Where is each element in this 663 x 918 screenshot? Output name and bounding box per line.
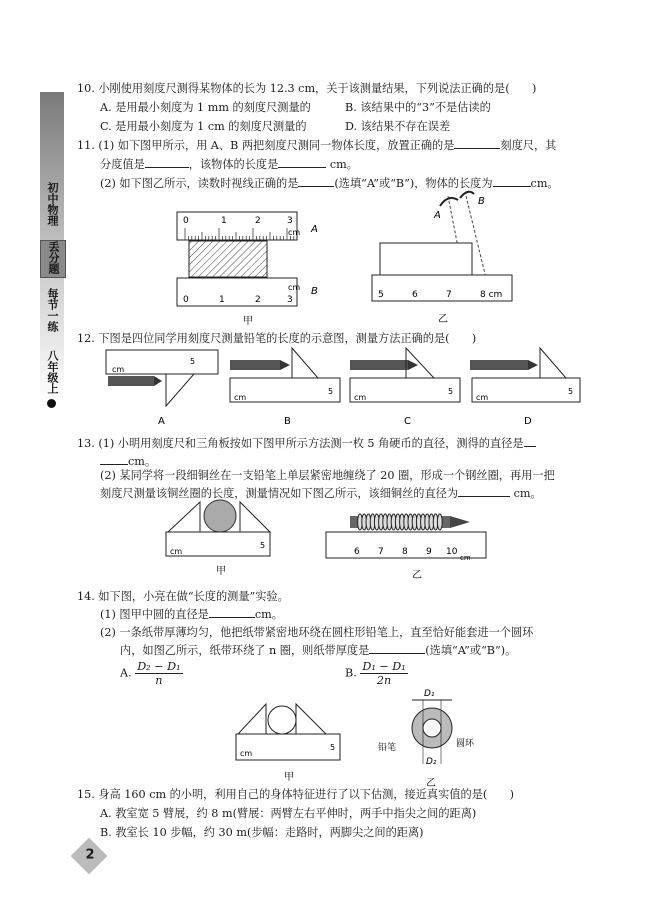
svg-text:5: 5 — [448, 387, 454, 396]
svg-text:cm: cm — [112, 365, 125, 374]
q11-figure-a — [175, 208, 325, 328]
q14-option-b: B. $\frac{\text{D₁ − D₁}}{2n}$ — [345, 660, 406, 687]
q14-option-a: A. $\frac{\text{D₂ − D₁}}{n}$ — [120, 660, 181, 687]
pencil-section-icon — [423, 719, 441, 737]
q14-part2-line1: (2) 一条纸带厚薄均匀，他把纸带紧密地环绕在圆柱形铅笔上，直至恰好能套进一个圆环 — [100, 626, 534, 639]
q12-fig-d — [470, 348, 580, 427]
q11-part1-line2: 分度值是 ，该物体的长度是 cm。 — [100, 158, 358, 171]
d2-label: D₂ — [426, 757, 437, 767]
q12-label-b: B — [284, 416, 291, 427]
q14-fig-a-caption: 甲 — [284, 772, 294, 783]
q14-stem: 14. 如下图，小亮在做“长度的测量”实验。 — [77, 590, 289, 603]
q12-fig-a — [106, 350, 218, 427]
measured-object — [189, 241, 267, 277]
triangle-left — [168, 502, 200, 532]
ruler-b-tick-0: 0 — [183, 295, 189, 305]
ruler-b-label: B — [311, 286, 318, 297]
svg-text:5: 5 — [328, 387, 334, 396]
d1-label: D₁ — [424, 689, 435, 699]
q10-option-c: C. 是用最小刻度为 1 cm 的刻度尺测量的 — [100, 120, 307, 133]
ruler-a-label: A — [311, 224, 318, 235]
svg-text:5: 5 — [568, 387, 574, 396]
q15-option-a: A. 教室宽 5 臂展，约 8 m(臂展：两臂左右平伸时，两手中指尖之间的距离) — [100, 807, 477, 820]
page-number: 2 — [71, 838, 108, 875]
q14-part1: (1) 图甲中圆的直径是 cm。 — [100, 608, 283, 621]
ruler-a-tick-3: 3 — [287, 216, 293, 226]
q11-part1-line1: 11. (1) 如下图甲所示，用 A、B 两把刻度尺测同一物体长度，放置正确的是 刻度尺，其 — [77, 139, 557, 152]
svg-text:7: 7 — [378, 547, 384, 557]
q13-part2-line1: (2) 某同学将一段细铜丝在一支铅笔上单层紧密地缠绕了 20 圈，形成一个钢丝圈，再用一把 — [100, 469, 555, 482]
q13-fig-a-caption: 甲 — [216, 566, 226, 577]
q14-figure-a — [230, 700, 350, 784]
ruler-a-unit: cm — [288, 228, 301, 237]
q13-part2-line2: 刻度尺测量该铜丝圈的长度，测量情况如下图乙所示，该细铜丝的直径为 cm。 — [100, 487, 542, 500]
q15-option-b: B. 教室长 10 步幅，约 30 m(步幅：走路时，两脚尖之间的距离) — [100, 826, 424, 839]
sidebar-label-category: 丢分题 — [40, 240, 66, 278]
q12-label-d: D — [524, 416, 532, 427]
q10-option-a: A. 是用最小刻度为 1 mm 的刻度尺测量的 — [100, 101, 311, 114]
q12-figures — [100, 346, 590, 428]
eye-b-icon — [460, 192, 474, 198]
sidebar-dot — [47, 399, 56, 408]
ruler-c-tick-5: 5 — [378, 290, 384, 300]
q13-part1-line1: 13. (1) 小明用刻度尺和三角板按如下图甲所示方法测一枚 5 角硬币的直径，测得的直径是 — [77, 435, 536, 451]
q14-part2-line2: 内，如图乙所示，纸带环绕了 n 圈，则纸带厚度是 (选填“A”或“B”)。 — [120, 644, 517, 657]
svg-text:6: 6 — [354, 547, 360, 557]
ruler-a-tick-0: 0 — [183, 216, 189, 226]
ruler-c-tick-8: 8 cm — [480, 290, 503, 300]
ruler-c-tick-6: 6 — [412, 290, 418, 300]
coin-icon — [204, 500, 236, 532]
q11-fig-b-caption: 乙 — [438, 314, 448, 325]
svg-text:5: 5 — [190, 357, 196, 366]
measured-block — [380, 243, 472, 275]
q12-fig-c — [350, 348, 460, 427]
ruler-b-tick-1: 1 — [219, 295, 225, 305]
svg-text:5: 5 — [260, 541, 266, 550]
q10-option-d: D. 该结果不存在误差 — [345, 120, 451, 133]
ring-label: 圆环 — [456, 739, 475, 749]
q11-fig-a-caption: 甲 — [243, 316, 253, 327]
ruler-b-tick-2: 2 — [255, 295, 261, 305]
q12-label-c: C — [404, 416, 411, 427]
ruler-b — [177, 278, 300, 306]
ruler-c-tick-7: 7 — [446, 290, 452, 300]
svg-text:cm: cm — [240, 749, 253, 758]
sidebar-tab — [40, 92, 64, 412]
circle-icon — [268, 706, 296, 734]
coil-turn — [437, 514, 442, 530]
q15-stem: 15. 身高 160 cm 的小明，利用自己的身体特征进行了以下估测，接近真实值的是( ) — [77, 788, 514, 801]
svg-text:cm: cm — [460, 554, 471, 562]
sidebar-label-grade: 八年级上 — [46, 350, 59, 394]
q13-part1-line2: cm。 — [100, 453, 156, 469]
svg-text:cm: cm — [170, 547, 183, 556]
svg-text:9: 9 — [426, 547, 432, 557]
pencil-label: 铅笔 — [378, 743, 397, 753]
ruler-a-tick-1: 1 — [221, 216, 227, 226]
q13-fig-b-caption: 乙 — [412, 570, 422, 581]
ruler-b-tick-3: 3 — [287, 295, 293, 305]
q14-figure-b — [376, 684, 486, 792]
svg-text:5: 5 — [330, 743, 336, 752]
ruler-a-tick-2: 2 — [255, 216, 261, 226]
ruler-a — [177, 212, 300, 240]
svg-text:cm: cm — [234, 393, 247, 402]
eye-b-label: B — [478, 196, 485, 207]
q10-stem: 10. 小刚使用刻度尺测得某物体的长为 12.3 cm，关于该测量结果，下列说法正确的是( ) — [77, 82, 537, 95]
sidebar-label-practice: 每节一练 — [46, 288, 59, 332]
q12-fig-b — [230, 348, 340, 427]
svg-text:8: 8 — [402, 547, 408, 557]
svg-text:cm: cm — [354, 393, 367, 402]
q13-figure-b — [320, 502, 490, 582]
triangle-right — [240, 502, 270, 532]
q13-figure-a — [160, 498, 280, 578]
q12-stem: 12. 下图是四位同学用刻度尺测量铅笔的长度的示意图，测量方法正确的是( ) — [77, 332, 477, 345]
eye-a-label: A — [434, 210, 441, 221]
q14-fig-b-caption: 乙 — [426, 778, 436, 789]
sidebar-label-subject: 初中物理 — [46, 182, 59, 226]
q11-figure-b — [368, 188, 518, 328]
q10-option-b: B. 该结果中的“3”不是估读的 — [345, 101, 491, 114]
q11-part2: (2) 如下图乙所示，读数时视线正确的是 (选填“A”或“B”)，物体的长度为 cm。 — [100, 177, 559, 190]
q12-label-a: A — [158, 416, 165, 427]
svg-text:10: 10 — [446, 547, 458, 557]
svg-text:cm: cm — [476, 393, 489, 402]
ruler-b-unit: cm — [288, 283, 301, 292]
